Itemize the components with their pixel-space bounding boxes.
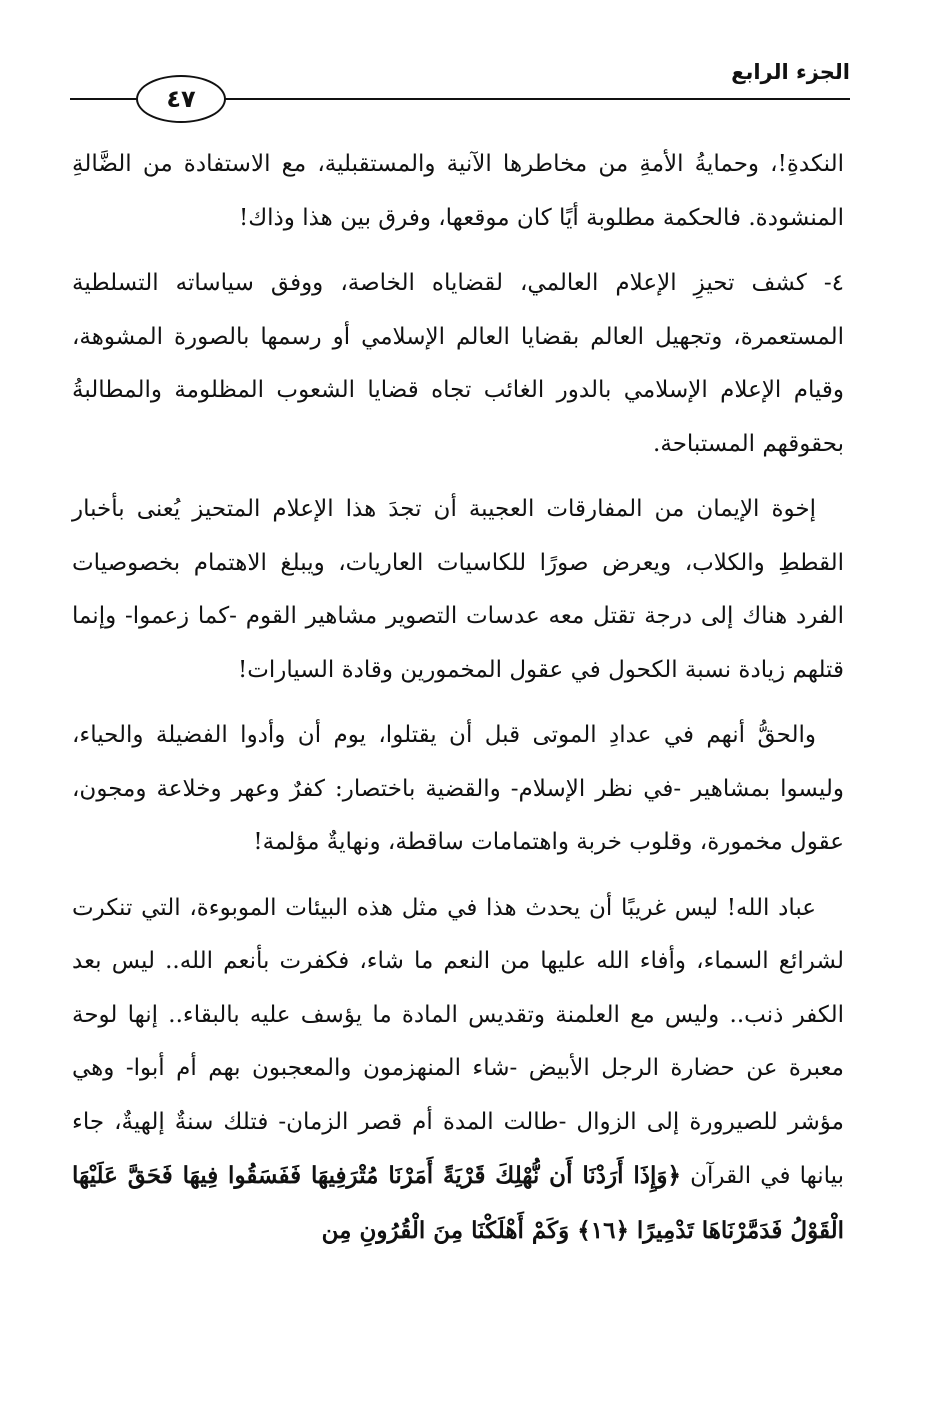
quran-verse: ﴿وَإِذَا أَرَدْنَا أَن نُّهْلِكَ قَرْيَةً أَمَرْنَا مُتْرَفِيهَا فَفَسَقُوا فِيهَا فَحَقَّ عَلَيْهَا الْقَوْلُ فَدَمَّرْنَاهَا تَدْمِيرًا ﴿١٦﴾ وَكَمْ أَهْلَكْنَا مِنَ الْقُرُونِ مِن: [72, 1162, 844, 1244]
paragraph-5: [72, 882, 844, 1259]
paragraph-3: إخوة الإيمان من المفارقات العجيبة أن تجدَ هذا الإعلام المتحيز يُعنى بأخبار القططِ والكلاب، ويعرض صورًا للكاسيات العاريات، ويبلغ الاهتمام بخصوصيات الفرد هناك إلى درجة تقتل معه عدسات التصوير مشاهير القوم -كما زعموا- وإنما قتلهم زيادة نسبة الكحول في عقول المخمورين وقادة السيارات!: [72, 496, 844, 683]
page-header: [70, 58, 850, 118]
page-number: ٤٧: [136, 75, 226, 123]
paragraph-5-text: عباد الله! ليس غريبًا أن يحدث هذا في مثل هذه البيئات الموبوءة، التي تنكرت لشرائع السماء، وأفاء الله عليها من النعم ما شاء، فكفرت بأنعم الله.. ليس بعد الكفر ذنب.. وليس مع العلمنة وتقديس المادة ما يؤسف عليه بالبقاء.. إنها لوحة معبرة عن حضارة الرجل الأبيض -شاء المنهزمون والمعجبون بهم أم أبوا- وهي مؤشر للصيرورة إلى الزوال -طالت المدة أم قصر الزمان- فتلك سنةٌ إلهيةٌ، جاء بيانها في القرآن: [72, 894, 844, 1189]
paragraph-2: ٤- كشف تحيزِ الإعلام العالمي، لقضاياه الخاصة، ووفق سياساته التسلطية المستعمرة، وتجهيل العالم بقضايا العالم الإسلامي أو رسمها بالصورة المشوهة، وقيام الإعلام الإسلامي بالدور الغائب تجاه قضايا الشعوب المظلومة والمطالبةُ بحقوقهم المستباحة.: [72, 270, 844, 457]
page-body: [72, 138, 844, 1270]
paragraph-1: النكدةِ!، وحمايةُ الأمةِ من مخاطرها الآنية والمستقبلية، مع الاستفادة من الضَّالةِ المنشودة. فالحكمة مطلوبة أيًا كان موقعها، وفرق بين هذا وذاك!: [72, 151, 844, 231]
paragraph-4: والحقُّ أنهم في عدادِ الموتى قبل أن يقتلوا، يوم أن وأدوا الفضيلة والحياء، وليسوا بمشاهير -في نظر الإسلام- والقضية باختصار: كفرٌ وعهر وخلاعة ومجون، عقول مخمورة، وقلوب خربة واهتمامات ساقطة، ونهايةٌ مؤلمة!: [72, 722, 844, 855]
running-title: الجزء الرابع: [731, 60, 850, 84]
